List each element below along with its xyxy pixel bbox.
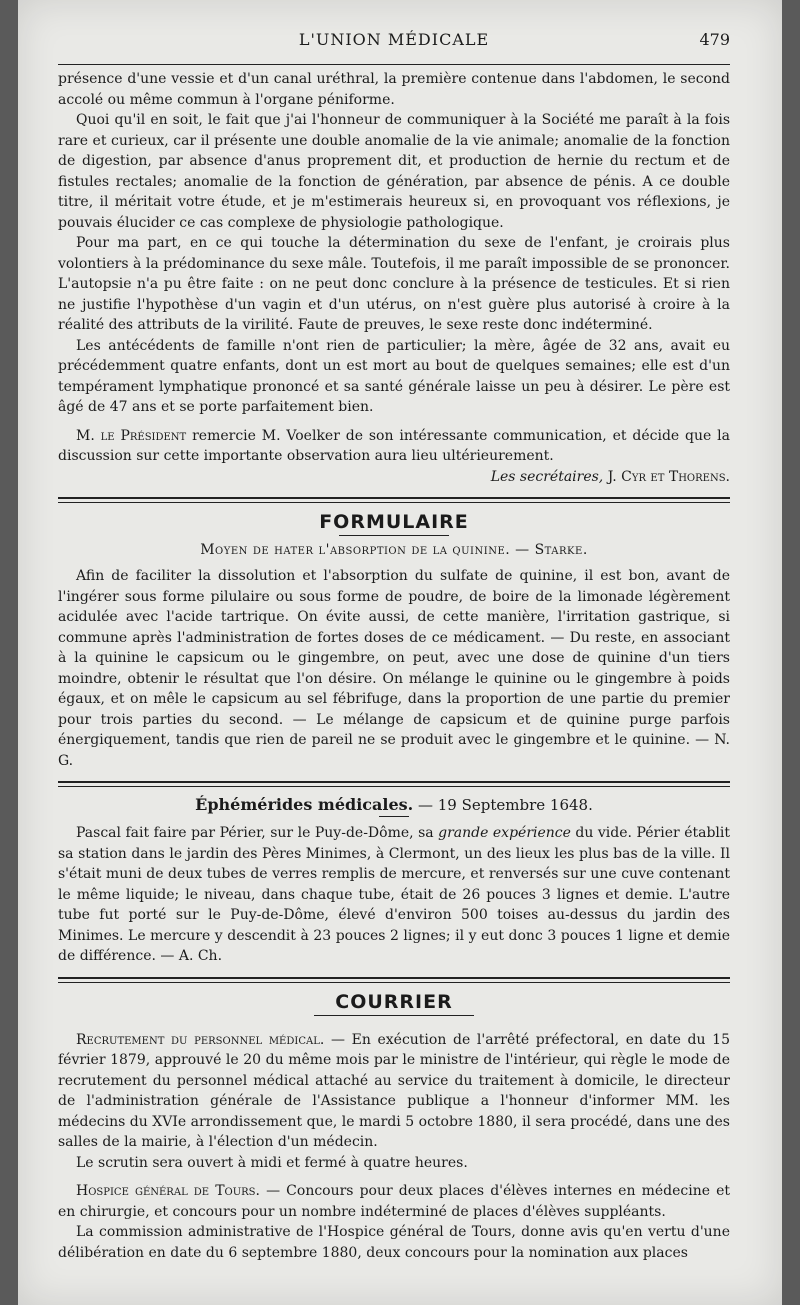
intro-paragraph-4: Les antécédents de famille n'ont rien de particulier; la mère, âgée de 32 ans, avait eu précédemment quatre enfants, dont un est mort au bout de quelques semaines; elle est d'un tempérament lymphatique prononcé et sa santé générale laisse un peu à désirer. Le père est âgé de 47 ans et se porte parfaitement bien. [58, 337, 730, 415]
secretaries-names: J. Cyr et Thorens. [603, 468, 730, 485]
courrier-title: COURRIER [335, 990, 453, 1013]
ephemerides-body [58, 823, 730, 967]
secretaries-signature [58, 467, 730, 488]
page-content [58, 30, 730, 1263]
ephemerides-text-b: du vide. Périer établit sa station dans le jardin des Pères Minimes, à Clermont, un des lieux les plus bas de la ville. Il s'était muni de deux tubes de verres remplis de mercure, et renversés sur une cuve contenant le même liquide; le niveau, dans chaque tube, était de 26 pouces 3 lignes et demie. L'autre tube fut porté sur le Puy-de-Dôme, élevé d'environ 500 toises au-dessus du jardin des Minimes. Le mercure y descendit à 23 pouces 2 lignes; il y eut donc 3 pouces 1 ligne et demie de différence. — A. Ch. [58, 825, 730, 964]
ephemerides-title: Éphémérides médicales. [195, 795, 414, 814]
courrier-paragraph-1 [58, 1030, 730, 1153]
formulaire-body: Afin de faciliter la dissolution et l'absorption du sulfate de quinine, il est bon, avant de l'ingérer sous forme pilulaire ou sous forme de poudre, de boire de la limonade légèrement acidulée avec l'acide tartrique. On évite aussi, de cette manière, l'irritation gastrique, si commune après l'administration de fortes doses de ce médicament. — Du reste, en associant à la quinine le capsicum ou le gingembre, on peut, avec une dose de quinine d'un tiers moindre, obtenir le résultat que l'on désire. On mélange le quinine ou le gingembre à poids égaux, et on mêle le capsicum au sel fébrifuge, dans la proportion de une partie du premier pour trois parties du second. — Le mélange de capsicum et de quinine purge parfois énergiquement, tandis que rien de pareil ne se produit avec le gingembre et le quinine. — N. G. [58, 568, 730, 769]
header-rule [58, 64, 730, 65]
formulaire-title: FORMULAIRE [319, 511, 469, 533]
president-label: M. le Président [76, 427, 187, 444]
section-divider [58, 497, 730, 503]
title-underline [339, 535, 449, 536]
secretaries-label: Les secrétaires, [490, 468, 604, 485]
journal-title: L'UNION MÉDICALE [298, 30, 490, 49]
section-divider [58, 781, 730, 787]
ephemerides-emphasis: grande expérience [438, 825, 571, 841]
ephemerides-heading [58, 795, 730, 814]
courrier-paragraph-2: Le scrutin sera ouvert à midi et fermé à quatre heures. [76, 1154, 468, 1171]
president-paragraph [58, 426, 730, 467]
title-underline [314, 1015, 474, 1016]
journal-page [18, 0, 782, 1305]
courrier-text-3: — Concours pour deux places d'élèves internes en médecine et en chirurgie, et concours pour un nombre indéterminé de places d'élèves suppléants. [58, 1183, 730, 1220]
running-header [58, 30, 730, 60]
title-underline [379, 816, 409, 817]
intro-paragraph-3: Pour ma part, en ce qui touche la détermination du sexe de l'enfant, je croirais plus volontiers à la prédominance du sexe mâle. Toutefois, il me paraît impossible de se prononcer. L'autopsie n'a pu être faite : on ne peut donc conclure à la présence de testicules. Et si rien ne justifie l'hypothèse d'un vagin et d'un utérus, on n'est guère plus autorisé à croire à la réalité des attributs de la virilité. Faute de preuves, le sexe reste donc indéterminé. [58, 235, 730, 333]
courrier-heading-1: Recrutement du personnel médical. [76, 1031, 325, 1048]
intro-paragraph-1: présence d'une vessie et d'un canal uréthral, la première contenue dans l'abdomen, le second accolé ou même commun à l'organe péniforme. [58, 71, 730, 108]
courrier-paragraph-3 [58, 1181, 730, 1222]
ephemerides-date: — 19 Septembre 1648. [413, 796, 593, 814]
courrier-text-1: — En exécution de l'arrêté préfectoral, en date du 15 février 1879, approuvé le 20 du même mois par le ministre de l'intérieur, qui règle le mode de recrutement du personnel médical attaché au service du traitement à domicile, le directeur de l'administration générale de l'Assistance publique a l'honneur d'informer MM. les médecins du XVIe arrondissement que, le mardi 5 octobre 1880, il sera procédé, dans une des salles de la mairie, à l'élection d'un médecin. [58, 1031, 730, 1150]
intro-paragraph-2: Quoi qu'il en soit, le fait que j'ai l'honneur de communiquer à la Société me paraît à la fois rare et curieux, car il présente une double anomalie de la vie animale; anomalie de la fonction de digestion, par absence d'anus proprement dit, et production de hernie du rectum et de fistules rectales; anomalie de la fonction de génération, par absence de pénis. A ce double titre, il méritait votre étude, et je m'estimerais heureux si, en provoquant vos réflexions, je pouvais élucider ce cas complexe de physiologie pathologique. [58, 112, 730, 231]
courrier-heading-3: Hospice général de Tours. [76, 1183, 260, 1199]
courrier-paragraph-4: La commission administrative de l'Hospice général de Tours, donne avis qu'en vertu d'une délibération en date du 6 septembre 1880, deux concours pour la nomination aux places [58, 1224, 730, 1261]
section-divider [58, 977, 730, 983]
formulaire-subtitle: Moyen de hater l'absorption de la quinine. — Starke. [200, 542, 588, 558]
page-number: 479 [699, 30, 730, 49]
ephemerides-text-a: Pascal fait faire par Périer, sur le Puy-de-Dôme, sa [76, 825, 439, 841]
president-text: remercie M. Voelker de son intéressante communication, et décide que la discussion sur cette importante observation aura lieu ultérieurement. [58, 427, 730, 464]
